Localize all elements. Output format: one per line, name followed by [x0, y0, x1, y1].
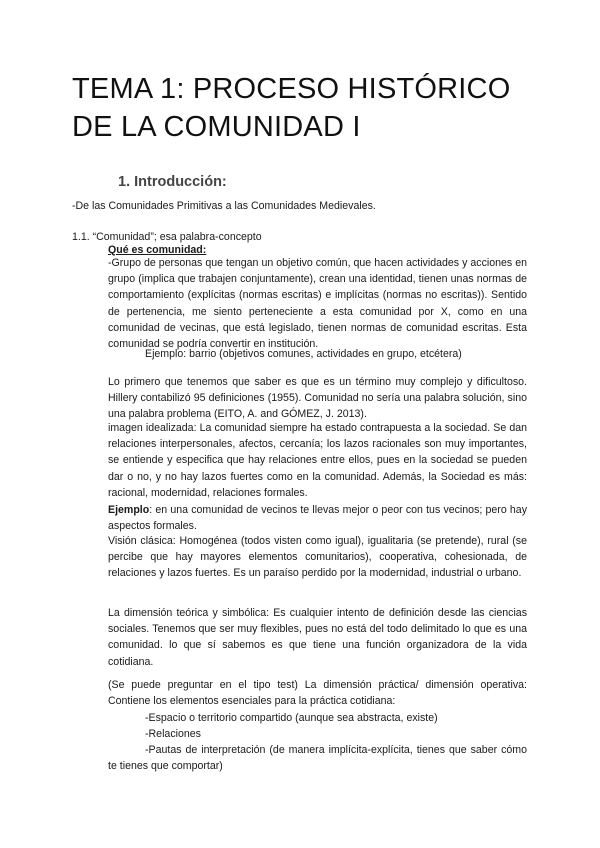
paragraph-definition: -Grupo de personas que tengan un objetivo común, que hacen actividades y acciones en grupo (implica que trabajen conjuntamente), crean una identidad, tienen unas normas de comportamiento (explícitas (normas escritas) e implícitas (normas no escritas)). Sentido de pertenencia, me siento perteneciente a esta comunidad por X, como en una comunidad de vecinas, que está legislado, tienen normas de comunidad escritas. Esta comunidad se podría convertir en institución. [108, 257, 527, 351]
paragraph-example-neighbours [108, 502, 527, 534]
page-title: TEMA 1: PROCESO HISTÓRICO DE LA COMUNIDAD I [72, 73, 511, 143]
section-heading: 1. Introducción: [118, 174, 227, 190]
list-item-relations: -Relaciones [145, 728, 201, 740]
example-text: : en una comunidad de vecinos te llevas mejor o peor con tus vecinos; pero hay aspectos formales. [108, 504, 527, 533]
list-item-space: -Espacio o territorio compartido (aunque sea abstracta, existe) [145, 712, 438, 724]
paragraph-example-barrio: Ejemplo: barrio (objetivos comunes, actividades en grupo, etcétera) [145, 348, 462, 360]
paragraph-practical-dimension: (Se puede preguntar en el tipo test) La dimensión práctica/ dimensión operativa: Contiene los elementos esenciales para la práctica cotidiana: [108, 679, 527, 708]
example-label: Ejemplo [108, 504, 150, 516]
paragraph-idealized-image: imagen idealizada: La comunidad siempre ha estado contrapuesta a la sociedad. Se dan relaciones interpersonales, afectos, cercanía; los lazos racionales son muy importantes, se entiende y especifica que hay relaciones entre ellos, pues en la sociedad se pueden dar o no, y no hay lazos fuertes como en la comunidad. Además, la Sociedad es más: racional, modernidad, relaciones formales. [108, 422, 527, 499]
paragraph-classic-vision: Visión clásica: Homogénea (todos visten como igual), igualitaria (se pretende), rural (se percibe que hay mayores elementos comunitarios), cooperativa, cohesionada, de relaciones y lazos fuertes. Es un paraíso perdido por la modernidad, industrial o urbano. [108, 535, 527, 580]
intro-line: -De las Comunidades Primitivas a las Comunidades Medievales. [72, 200, 376, 212]
paragraph-complex-term: Lo primero que tenemos que saber es que es un término muy complejo y dificultoso. Hillery contabilizó 95 definiciones (1955). Comunidad no sería una palabra solución, sino una palabra problema (EITO, A. and GÓMEZ, J. 2013). [108, 376, 527, 421]
paragraph-theoretical-dimension: La dimensión teórica y simbólica: Es cualquier intento de definición desde las ciencias sociales. Tenemos que ser muy flexibles, pues no está del todo delimitado lo que es una comunidad. lo que sí sabemos es que tiene una función organizadora de la vida cotidiana. [108, 607, 527, 668]
subsection-heading: 1.1. “Comunidad”; esa palabra-concepto [72, 231, 262, 243]
que-es-heading: Qué es comunidad: [108, 244, 207, 256]
list-item-interpretation: -Pautas de interpretación (de manera implícita-explícita, tienes que saber cómo te tienes que comportar) [108, 744, 527, 773]
